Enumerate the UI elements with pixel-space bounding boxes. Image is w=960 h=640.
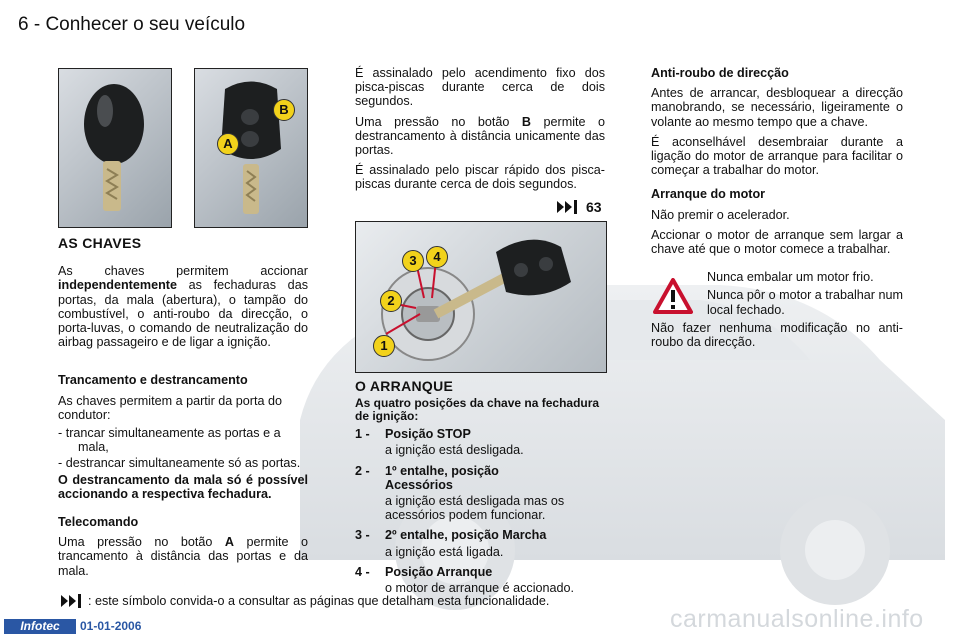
page-reference-link[interactable] — [556, 199, 602, 215]
position-item: 3 - 2º entalhe, posição Marcha — [355, 528, 547, 543]
start-title: O ARRANQUE — [355, 378, 454, 394]
locking-note: O destrancamento da mala só é possível accionando a respectiva fechadura. — [58, 472, 308, 501]
engine-start-paragraph-2: Accionar o motor de arranque sem largar a chave até que o motor comece a trabalhar. — [651, 227, 903, 257]
remote-title: Telecomando — [58, 515, 139, 530]
key-photo-front — [194, 68, 308, 228]
warning-triangle-icon — [653, 278, 693, 314]
middle-paragraph-3: É assinalado pelo piscar rápido dos pisca-piscas durante cerca de dois segundos. — [355, 163, 605, 192]
keys-intro: As chaves permitem accionar independentemente as fechaduras das portas, da mala (abertura), o tampão do combustível, o anti-roubo da direcção, o porta-luvas, o comando de neutralização do airbag passageiro e de ligar a ignição. — [58, 264, 308, 350]
footer-date: 01-01-2006 — [80, 619, 142, 633]
right-column — [651, 66, 903, 355]
infotec-logo: Infotec — [4, 619, 76, 634]
locking-list — [58, 426, 308, 471]
locking-intro: As chaves permitem a partir da porta do condutor: — [58, 393, 282, 422]
list-item: - trancar simultaneamente as portas e a mala, — [58, 426, 281, 455]
ignition-label-3: 3 — [402, 250, 424, 272]
position-item: 4 - Posição Arranque — [355, 564, 493, 579]
locking-title: Trancamento e destrancamento — [58, 373, 248, 388]
position-description: a ignição está ligada. — [385, 544, 504, 559]
forward-arrow-icon — [60, 593, 84, 609]
antitheft-final-note: Não fazer nenhuma modificação no anti-roubo da direcção. — [651, 320, 903, 350]
warning-text-2: Nunca pôr o motor a trabalhar num local fechado. — [707, 288, 904, 317]
position-description: a ignição está desligada mas os acessórios podem funcionar. — [385, 494, 565, 523]
antitheft-paragraph-2: É aconselhável desembraiar durante a ligação do motor de arranque para facilitar o começar a trabalhar do motor. — [651, 134, 903, 178]
list-item: - destrancar simultaneamente só as portas. — [58, 456, 301, 471]
forward-arrow-icon — [556, 199, 580, 215]
position-item: 1 - Posição STOP — [355, 427, 471, 442]
warning-block — [651, 270, 903, 317]
antitheft-title: Anti-roubo de direcção — [651, 66, 789, 80]
middle-paragraph-1: É assinalado pelo acendimento fixo dos pisca-piscas durante cerca de dois segundos. — [355, 66, 605, 109]
ignition-label-2: 2 — [380, 290, 402, 312]
key-photo-side — [58, 68, 172, 228]
key-front-illustration — [195, 69, 307, 227]
footer-legend — [60, 593, 549, 609]
engine-start-title: Arranque do motor — [651, 187, 766, 202]
watermark: carmanualsonline.info — [670, 605, 924, 633]
engine-start-paragraph-1: Não premir o acelerador. — [651, 207, 790, 222]
antitheft-paragraph-1: Antes de arrancar, desbloquear a direcção manobrando, se necessário, ligeiramente o volante ao mesmo tempo que a chave. — [651, 86, 903, 129]
start-subtitle: As quatro posições da chave na fechadura de ignição: — [355, 396, 600, 424]
middle-paragraph-2: Uma pressão no botão B permite o destrancamento à distância unicamente das portas. — [355, 114, 606, 158]
warning-text-1: Nunca embalar um motor frio. — [707, 270, 874, 285]
legend-text: : este símbolo convida-o a consultar as páginas que detalham esta funcionalidade. — [88, 594, 550, 608]
position-description: o motor de arranque é accionado. — [385, 581, 575, 596]
reference-page-number: 63 — [586, 199, 602, 215]
keys-title: AS CHAVES — [58, 235, 142, 251]
remote-text: Uma pressão no botão A permite o trancamento à distância das portas e da mala. — [58, 535, 309, 578]
ignition-photo — [355, 221, 607, 373]
left-column — [58, 236, 308, 584]
key-label-b: B — [273, 99, 295, 121]
page-header: 6 - Conhecer o seu veículo — [18, 14, 246, 35]
ignition-label-4: 4 — [426, 246, 448, 268]
ignition-label-1: 1 — [373, 335, 395, 357]
key-label-a: A — [217, 133, 239, 155]
position-item: 2 - 1º entalhe, posição Acessórios — [355, 463, 499, 492]
start-section — [355, 379, 615, 601]
key-side-illustration — [59, 69, 171, 227]
middle-column — [355, 66, 605, 198]
position-description: a ignição está desligada. — [385, 443, 524, 458]
